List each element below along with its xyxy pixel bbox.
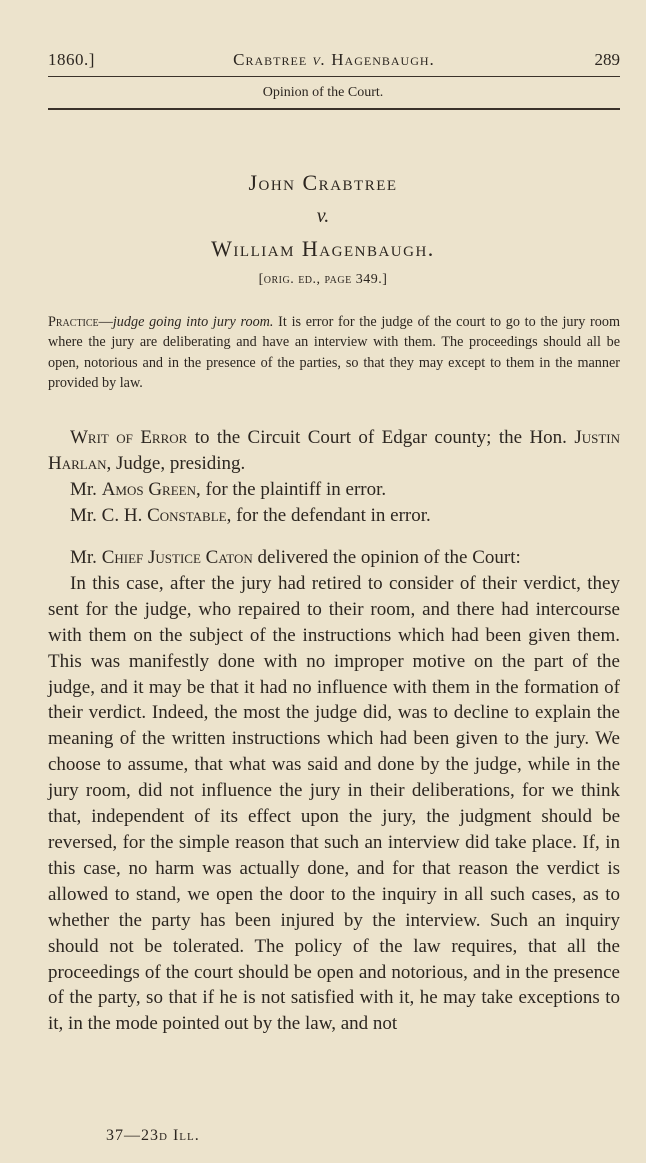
subheader-rule: [48, 108, 620, 110]
plaintiff-name: John Crabtree: [248, 170, 398, 195]
subheader: Opinion of the Court.: [262, 85, 384, 100]
running-header: [48, 50, 620, 72]
header-rule: [48, 76, 620, 77]
defendant-name: William Hagenbaugh.: [211, 236, 435, 261]
headnote: Practice—judge going into jury room. It is error for the judge of the court to go to the jury room where the jury are deliberating and have an interview with them. The proceedings should all be open, notorious and in the presence of the parties, so that they may except to them in the manner provided by law.: [48, 314, 620, 391]
opinion-intro: Mr. Chief Justice Caton delivered the opinion of the Court:: [70, 547, 521, 568]
header-year: 1860.]: [48, 50, 95, 69]
counsel-plaintiff: Mr. Amos Green, for the plaintiff in error.: [70, 479, 387, 500]
writ-and-counsel: [48, 425, 620, 529]
original-edition: [orig. ed., page 349.]: [258, 272, 388, 287]
opinion-body: In this case, after the jury had retired to consider of their verdict, they sent for the judge, who repaired to their room, and there had intercourse with them on the subject of the instructions which had been given them. This was manifestly done with no improper motive on the part of the judge, and it may be that it had no influence with them in the formation of their verdict. Indeed, the most the judge did, was to decline to explain the meaning of the written instructions which had been given to the jury. We choose to assume, that what was said and done by the judge, while in the jury room, did not influence the jury in their deliberations, for we think that, independent of its effect upon the jury, the judgment should be reversed, for the simple reason that such an interview did take place. If, in this case, no harm was actually done, and for that reason the verdict is allowed to stand, we open the door to the inquiry in all such cases, as to whether the party has been injured by the interview. Such an inquiry should not be tolerated. The policy of the law requires, that all the proceedings of the court should be open and notorious, and in the presence of the party, so that if he is not satisfied with it, he may take exceptions to it, in the mode pointed out by the law, and not: [48, 572, 620, 1035]
header-page-number: 289: [594, 50, 620, 69]
counsel-defendant: Mr. C. H. Constable, for the defendant in error.: [70, 505, 431, 526]
signature-mark: 37—23d Ill.: [106, 1127, 200, 1144]
opinion: [48, 545, 620, 1037]
header-case-title: Crabtree v. Hagenbaugh.: [233, 50, 435, 69]
versus: v.: [316, 205, 330, 227]
writ-of-error: Writ of Error to the Circuit Court of Edgar county; the Hon. Justin Harlan, Judge, presiding.: [48, 427, 621, 474]
